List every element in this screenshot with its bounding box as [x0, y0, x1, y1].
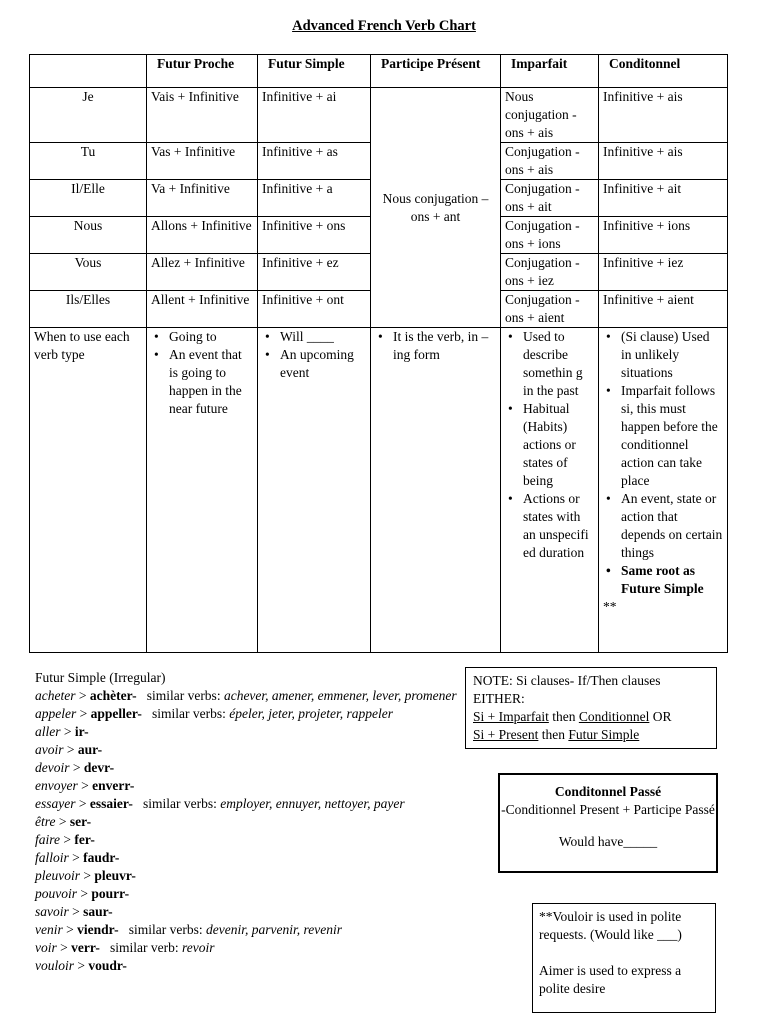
arrow: >	[80, 886, 88, 901]
similar-label: similar verbs:	[128, 922, 203, 937]
stem: verr-	[71, 940, 100, 955]
header-empty	[30, 55, 147, 88]
note-intro: NOTE: Si clauses- If/Then clauses EITHER:	[473, 673, 661, 706]
list-item	[35, 813, 465, 831]
usage-label-cell: When to use each verb type	[30, 328, 147, 653]
pronoun-cell: Nous	[30, 217, 147, 254]
similar-verbs: employer, ennuyer, nettoyer, payer	[220, 796, 405, 811]
stem: saur-	[83, 904, 113, 919]
futur-proche-cell: Vas + Infinitive	[147, 143, 258, 180]
pronoun-cell: Vous	[30, 254, 147, 291]
note-rule-1	[473, 708, 709, 726]
conditionnel-cell: Infinitive + ions	[599, 217, 728, 254]
similar-verbs: devenir, parvenir, revenir	[206, 922, 342, 937]
table-row	[30, 88, 728, 143]
futur-simple-cell: Infinitive + a	[258, 180, 371, 217]
verb: pouvoir	[35, 886, 77, 901]
list-item	[35, 903, 465, 921]
verb-chart-table	[29, 54, 728, 653]
arrow: >	[83, 868, 91, 883]
arrow: >	[66, 922, 74, 937]
note-then: then	[541, 727, 565, 742]
list-item	[35, 957, 465, 975]
polite-aimer: Aimer is used to express a polite desire	[539, 963, 682, 996]
verb: être	[35, 814, 56, 829]
stem: ser-	[69, 814, 92, 829]
imparfait-cell: Conjugation -ons + iez	[501, 254, 599, 291]
page-title: Advanced French Verb Chart	[292, 18, 476, 34]
conditionnel-cell: Infinitive + aient	[599, 291, 728, 328]
stem: pourr-	[91, 886, 130, 901]
verb: savoir	[35, 904, 69, 919]
header-futur-proche: Futur Proche	[147, 55, 258, 88]
note-si-imparfait: Si + Imparfait	[473, 709, 549, 724]
imparfait-cell: Conjugation -ons + ais	[501, 143, 599, 180]
verb: venir	[35, 922, 63, 937]
stem: ir-	[74, 724, 89, 739]
usage-row	[30, 328, 728, 653]
table-header-row	[30, 55, 728, 88]
passe-formula: -Conditionnel Present + Participe Passé	[501, 802, 715, 817]
header-participe-present: Participe Présent	[371, 55, 501, 88]
polite-requests-box	[532, 903, 716, 1013]
verb: aller	[35, 724, 61, 739]
usage-futur-simple-cell	[258, 328, 371, 653]
note-si-present: Si + Present	[473, 727, 539, 742]
list-item	[35, 921, 465, 939]
note-rule-2	[473, 726, 709, 744]
irregular-verbs-list	[35, 669, 465, 975]
imparfait-cell: Conjugation -ons + ait	[501, 180, 599, 217]
header-conditionnel: Conditonnel	[599, 55, 728, 88]
list-item: • Used to describe somethin g in the past	[505, 328, 594, 400]
conditionnel-cell: Infinitive + ais	[599, 143, 728, 180]
participe-present-cell: Nous conjugation – ons + ant	[371, 88, 501, 328]
similar-verbs: revoir	[181, 940, 215, 955]
futur-proche-cell: Allons + Infinitive	[147, 217, 258, 254]
polite-vouloir: **Vouloir is used in polite requests. (Would like ___)	[539, 909, 682, 942]
list-item: • Imparfait follows si, this must happen before the conditionnel action can take place	[603, 382, 723, 490]
note-futur-simple: Futur Simple	[568, 727, 640, 742]
conditionnel-cell: Infinitive + iez	[599, 254, 728, 291]
arrow: >	[72, 760, 81, 775]
similar-label: similar verbs:	[142, 796, 217, 811]
imparfait-cell: Conjugation -ons + aient	[501, 291, 599, 328]
arrow: >	[81, 778, 89, 793]
note-or: OR	[652, 709, 672, 724]
conditionnel-cell: Infinitive + ais	[599, 88, 728, 143]
usage-imparfait-cell	[501, 328, 599, 653]
stem: appeller-	[90, 706, 142, 721]
futur-proche-cell: Allent + Infinitive	[147, 291, 258, 328]
verb: faire	[35, 832, 60, 847]
arrow: >	[72, 850, 80, 865]
pronoun-cell: Ils/Elles	[30, 291, 147, 328]
usage-participe-cell	[371, 328, 501, 653]
conditionnel-passe-box	[498, 773, 718, 873]
stem: devr-	[83, 760, 115, 775]
passe-title: Conditonnel Passé	[554, 784, 662, 799]
stem: voudr-	[88, 958, 127, 973]
verb: envoyer	[35, 778, 78, 793]
list-item	[35, 885, 465, 903]
list-item	[35, 939, 465, 957]
futur-proche-cell: Va + Infinitive	[147, 180, 258, 217]
list-item	[35, 741, 465, 759]
imparfait-cell: Conjugation -ons + ions	[501, 217, 599, 254]
arrow: >	[78, 688, 87, 703]
verb: pleuvoir	[35, 868, 80, 883]
list-item	[35, 687, 465, 705]
header-futur-simple: Futur Simple	[258, 55, 371, 88]
list-item	[35, 795, 465, 813]
stem: aur-	[77, 742, 103, 757]
list-item: • (Si clause) Used in unlikely situations	[603, 328, 723, 382]
verb: acheter	[35, 688, 76, 703]
list-item: • Actions or states with an unspecifi ed duration	[505, 490, 594, 562]
usage-conditionnel-cell	[599, 328, 728, 653]
bullet-list	[603, 328, 723, 598]
verb: voir	[35, 940, 57, 955]
futur-simple-cell: Infinitive + ons	[258, 217, 371, 254]
verb: falloir	[35, 850, 69, 865]
verb: appeler	[35, 706, 77, 721]
list-item: • Same root as Future Simple	[603, 562, 723, 598]
list-item: • Will ____	[262, 328, 366, 346]
irregular-heading: Futur Simple (Irregular)	[35, 670, 166, 685]
passe-meaning: Would have_____	[558, 834, 658, 849]
list-item	[35, 723, 465, 741]
stem: pleuvr-	[94, 868, 136, 883]
futur-proche-cell: Allez + Infinitive	[147, 254, 258, 291]
bullet-list	[151, 328, 253, 418]
bullet-list	[505, 328, 594, 562]
arrow: >	[63, 724, 72, 739]
pronoun-cell: Je	[30, 88, 147, 143]
conditionnel-cell: Infinitive + ait	[599, 180, 728, 217]
arrow: >	[78, 796, 87, 811]
pronoun-cell: Tu	[30, 143, 147, 180]
arrow: >	[58, 814, 67, 829]
verb: avoir	[35, 742, 64, 757]
futur-simple-cell: Infinitive + ez	[258, 254, 371, 291]
verb: vouloir	[35, 958, 74, 973]
si-clause-note-box	[465, 667, 717, 749]
list-item	[35, 705, 465, 723]
verb: essayer	[35, 796, 76, 811]
list-item: • Going to	[151, 328, 253, 346]
imparfait-cell: Nous conjugation - ons + ais	[501, 88, 599, 143]
arrow: >	[79, 706, 88, 721]
stem: viendr-	[77, 922, 119, 937]
similar-verbs: achever, amener, emmener, lever, promener	[223, 688, 457, 703]
list-item	[35, 759, 465, 777]
verb: devoir	[35, 760, 70, 775]
similar-label: similar verb:	[109, 940, 179, 955]
list-item	[35, 867, 465, 885]
arrow: >	[60, 940, 68, 955]
header-imparfait: Imparfait	[501, 55, 599, 88]
arrow: >	[72, 904, 80, 919]
list-item: • It is the verb, in –ing form	[375, 328, 496, 364]
pronoun-cell: Il/Elle	[30, 180, 147, 217]
footnote-marker: **	[603, 599, 617, 614]
list-item	[35, 831, 465, 849]
list-item: • An upcoming event	[262, 346, 366, 382]
stem: enverr-	[92, 778, 135, 793]
bullet-list	[262, 328, 366, 382]
list-item	[35, 849, 465, 867]
futur-simple-cell: Infinitive + as	[258, 143, 371, 180]
stem: achèter-	[89, 688, 137, 703]
futur-simple-cell: Infinitive + ont	[258, 291, 371, 328]
note-then: then	[552, 709, 576, 724]
bullet-list	[375, 328, 496, 364]
stem: faudr-	[83, 850, 120, 865]
similar-label: similar verbs:	[146, 688, 221, 703]
list-item: • Habitual (Habits) actions or states of being	[505, 400, 594, 490]
list-item: • An event, state or action that depends on certain things	[603, 490, 723, 562]
futur-proche-cell: Vais + Infinitive	[147, 88, 258, 143]
arrow: >	[66, 742, 75, 757]
list-item	[35, 777, 465, 795]
arrow: >	[77, 958, 85, 973]
futur-simple-cell: Infinitive + ai	[258, 88, 371, 143]
similar-label: similar verbs:	[152, 706, 226, 721]
similar-verbs: épeler, jeter, projeter, rappeler	[229, 706, 393, 721]
stem: fer-	[74, 832, 95, 847]
stem: essaier-	[89, 796, 133, 811]
note-conditionnel: Conditionnel	[578, 709, 650, 724]
arrow: >	[63, 832, 71, 847]
usage-futur-proche-cell	[147, 328, 258, 653]
list-item: • An event that is going to happen in the near future	[151, 346, 253, 418]
